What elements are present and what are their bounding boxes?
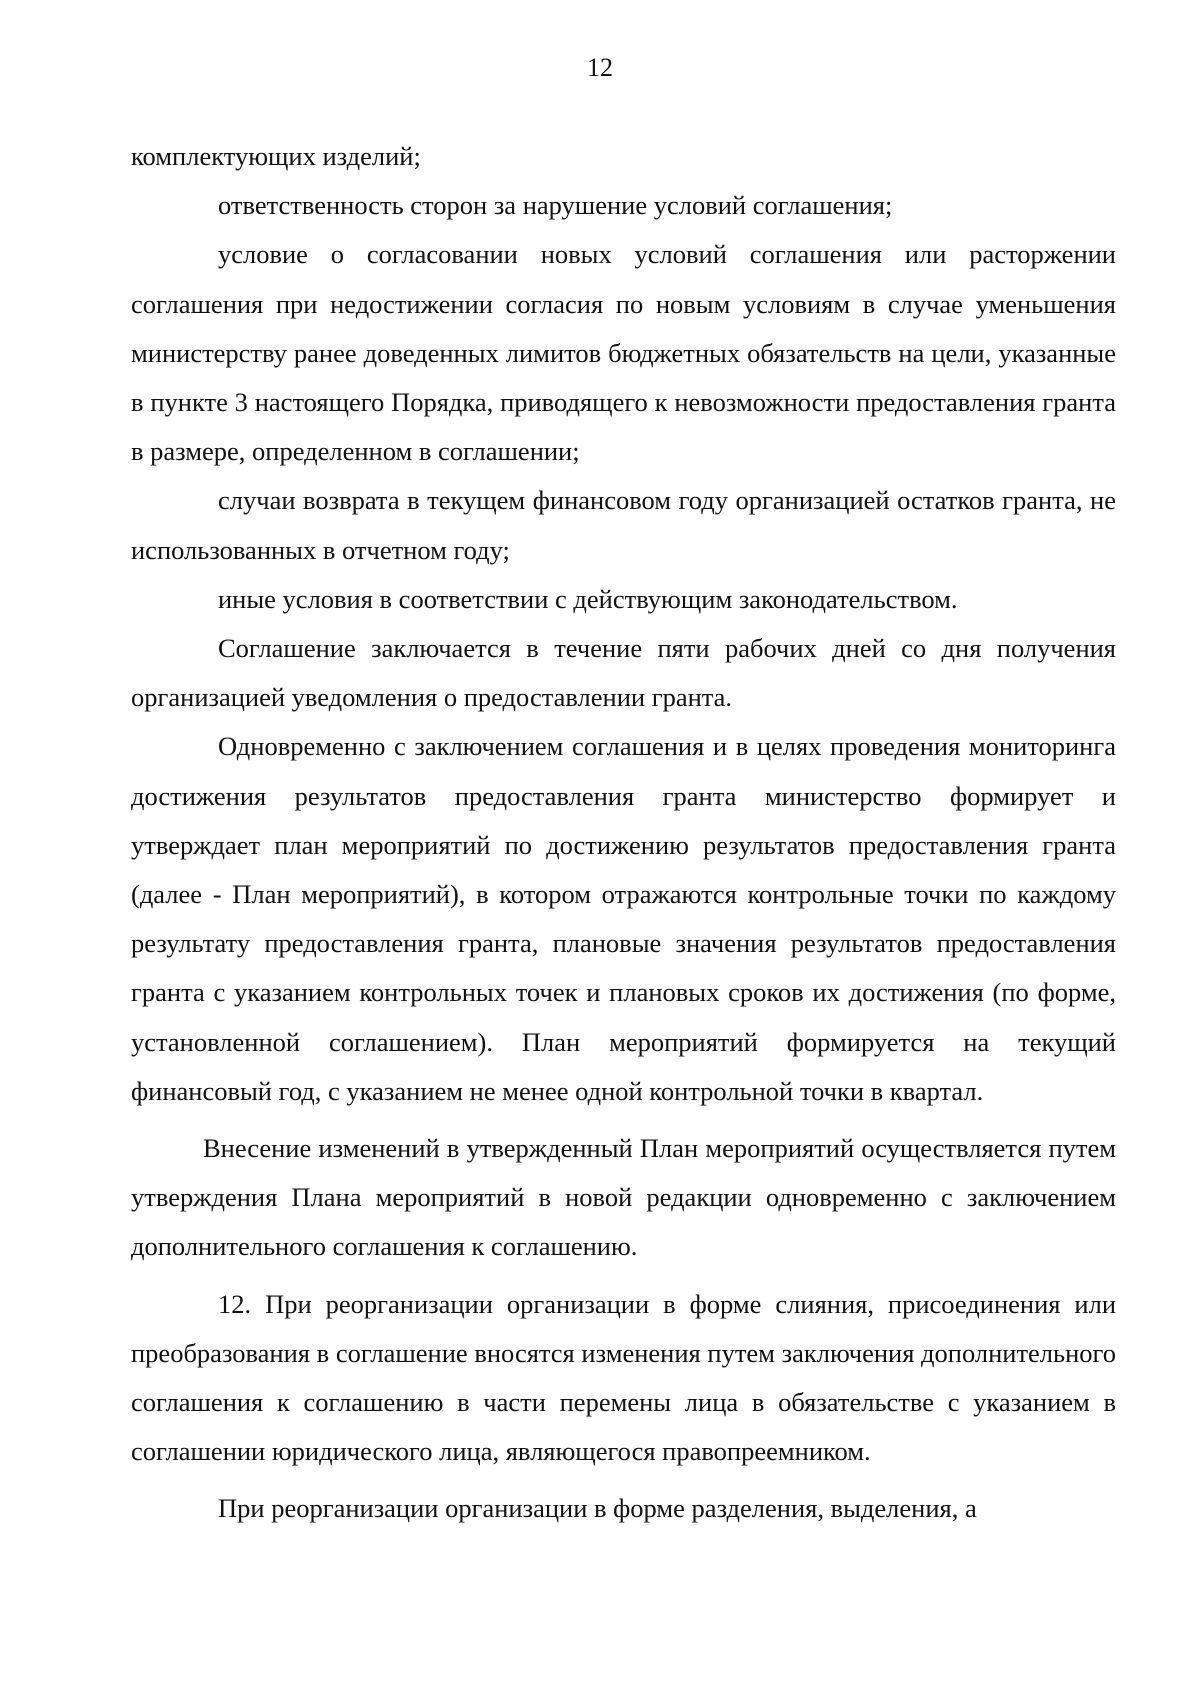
paragraph-agreement-term: Соглашение заключается в течение пяти рабочих дней со дня получения организацией уведомления о предоставлении гранта.: [131, 633, 1116, 713]
paragraph-reorganization-merger: 12. При реорганизации организации в форме слияния, присоединения или преобразования в соглашение вносятся изменения путем заключения дополнительного соглашения к соглашению в части перемены лица в обязательстве с указанием в соглашении юридического лица, являющегося правопреемником.: [131, 1288, 1116, 1467]
paragraph-grant-return: случаи возврата в текущем финансовом году организацией остатков гранта, не использованных в отчетном году;: [131, 485, 1116, 565]
paragraph-action-plan: Одновременно с заключением соглашения и в целях проведения мониторинга достижения результатов предоставления гранта министерство формирует и утверждает план мероприятий по достижению результатов предоставления гранта (далее - План мероприятий), в котором отражаются контрольные точки по каждому результату предоставления гранта, плановые значения результатов предоставления гранта с указанием контрольных точек и плановых сроков их достижения (по форме, установленной соглашением). План мероприятий формируется на текущий финансовый год, с указанием не менее одной контрольной точки в квартал.: [131, 731, 1116, 1106]
paragraph-reorganization-division: При реорганизации организации в форме разделения, выделения, а: [218, 1493, 977, 1524]
paragraph-continuation: комплектующих изделий;: [131, 141, 421, 171]
document-body: [131, 132, 1116, 1534]
paragraph-responsibility: ответственность сторон за нарушение условий соглашения;: [218, 190, 893, 221]
paragraph-plan-changes: Внесение изменений в утвержденный План мероприятий осуществляется путем утверждения Плана мероприятий в новой редакции одновременно с заключением дополнительного соглашения к соглашению.: [131, 1133, 1116, 1262]
paragraph-agreement-termination: условие о согласовании новых условий соглашения или расторжении соглашения при недостижении согласия по новым условиям в случае уменьшения министерству ранее доведенных лимитов бюджетных обязательств на цели, указанные в пункте 3 настоящего Порядка, приводящего к невозможности предоставления гранта в размере, определенном в соглашении;: [131, 239, 1116, 467]
paragraph-other-conditions: иные условия в соответствии с действующим законодательством.: [218, 583, 958, 614]
page-number: 12: [587, 53, 613, 82]
